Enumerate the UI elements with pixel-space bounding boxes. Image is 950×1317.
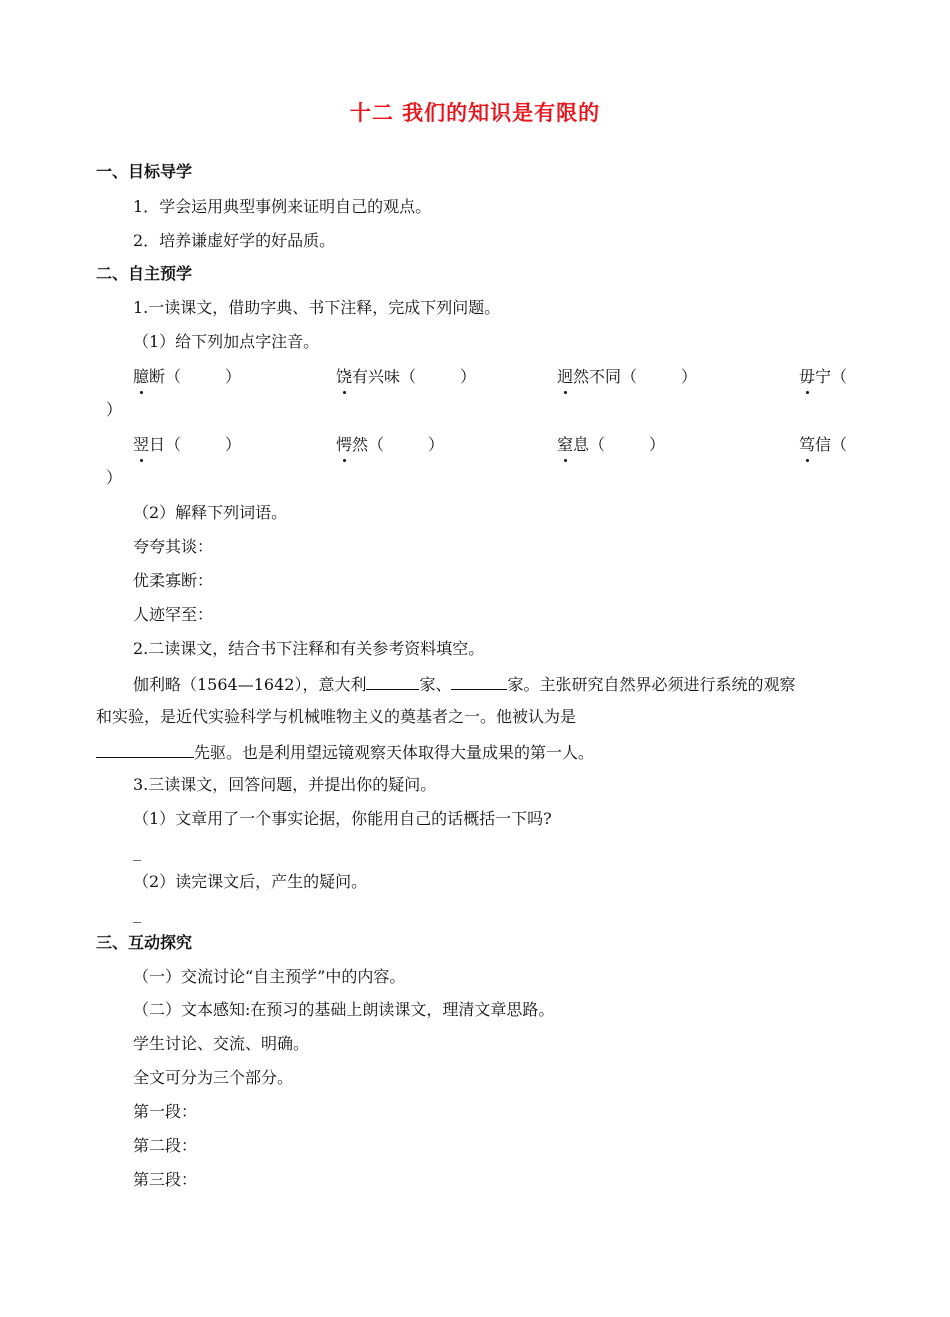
pinyin-item-7: 窒息（ ） (557, 435, 666, 454)
question-2-paragraph-line-2: 和实验，是近代实验科学与机械唯物主义的奠基者之一。他被认为是 (96, 707, 577, 726)
dotted-char: 翌 (133, 435, 150, 454)
dotted-char: 臆 (133, 367, 150, 386)
section-heading-goals: 一、目标导学 (96, 162, 193, 181)
pinyin-item-5: 翌日（ ） (133, 435, 242, 454)
question-3-sub-1: （1）文章用了一个事实论据，你能用自己的话概括一下吗? (133, 809, 552, 828)
interaction-item-1: （一）交流讨论“自主预学”中的内容。 (133, 967, 406, 986)
answer-line-2: _ (133, 904, 141, 923)
question-1-sub-2: （2）解释下列词语。 (133, 503, 288, 522)
term-2: 优柔寡断： (133, 571, 214, 590)
dotted-char: 迥 (557, 367, 574, 386)
segment-1: 第一段： (133, 1102, 198, 1121)
question-1: 1.一读课文，借助字典、书下注释，完成下列问题。 (133, 298, 501, 317)
document-title: 十二 我们的知识是有限的 (349, 101, 601, 125)
goal-item-1: 1．学会运用典型事例来证明自己的观点。 (133, 197, 432, 216)
answer-line-1: _ (133, 842, 141, 861)
dotted-char: 饶 (336, 367, 353, 386)
dotted-char: 毋 (799, 367, 816, 386)
dotted-char: 窒 (557, 435, 574, 454)
question-2-paragraph-line-1: 伽利略（1564—1642），意大利 家、 家。主张研究自然界必须进行系统的观察 (133, 672, 795, 696)
interaction-text-2: 全文可分为三个部分。 (133, 1068, 294, 1087)
term-1: 夸夸其谈： (133, 537, 214, 556)
pinyin-item-8-close: ） (106, 468, 123, 487)
pinyin-item-1: 臆断（ ） (133, 367, 242, 386)
pinyin-item-3: 迥然不同（ ） (557, 367, 698, 386)
term-3: 人迹罕至： (133, 605, 214, 624)
segment-3: 第三段： (133, 1170, 198, 1189)
goal-item-2: 2．培养谦虚好学的好品质。 (133, 231, 336, 250)
pinyin-item-4-close: ） (106, 400, 123, 419)
question-3: 3.三读课文，回答问题，并提出你的疑问。 (133, 775, 437, 794)
pinyin-item-8: 笃信（ (799, 435, 848, 454)
dotted-char: 笃 (799, 435, 816, 454)
section-heading-interaction: 三、互动探究 (96, 933, 193, 952)
question-2-paragraph-line-3: 先驱。也是利用望远镜观察天体取得大量成果的第一人。 (96, 740, 594, 764)
fill-blank-2[interactable] (451, 672, 507, 690)
interaction-text-1: 学生讨论、交流、明确。 (133, 1034, 310, 1053)
fill-blank-1[interactable] (366, 672, 419, 690)
pinyin-item-6: 愕然（ ） (336, 435, 445, 454)
question-3-sub-2: （2）读完课文后，产生的疑问。 (133, 872, 368, 891)
section-heading-preview: 二、自主预学 (96, 264, 193, 283)
interaction-item-2: （二）文本感知:在预习的基础上朗读课文，理清文章思路。 (133, 1000, 555, 1019)
question-2: 2.二读课文，结合书下注释和有关参考资料填空。 (133, 639, 485, 658)
fill-blank-3[interactable] (96, 740, 194, 758)
question-1-sub-1: （1）给下列加点字注音。 (133, 332, 320, 351)
segment-2: 第二段： (133, 1136, 198, 1155)
pinyin-item-2: 饶有兴味（ ） (336, 367, 477, 386)
dotted-char: 愕 (336, 435, 353, 454)
pinyin-item-4: 毋宁（ (799, 367, 848, 386)
